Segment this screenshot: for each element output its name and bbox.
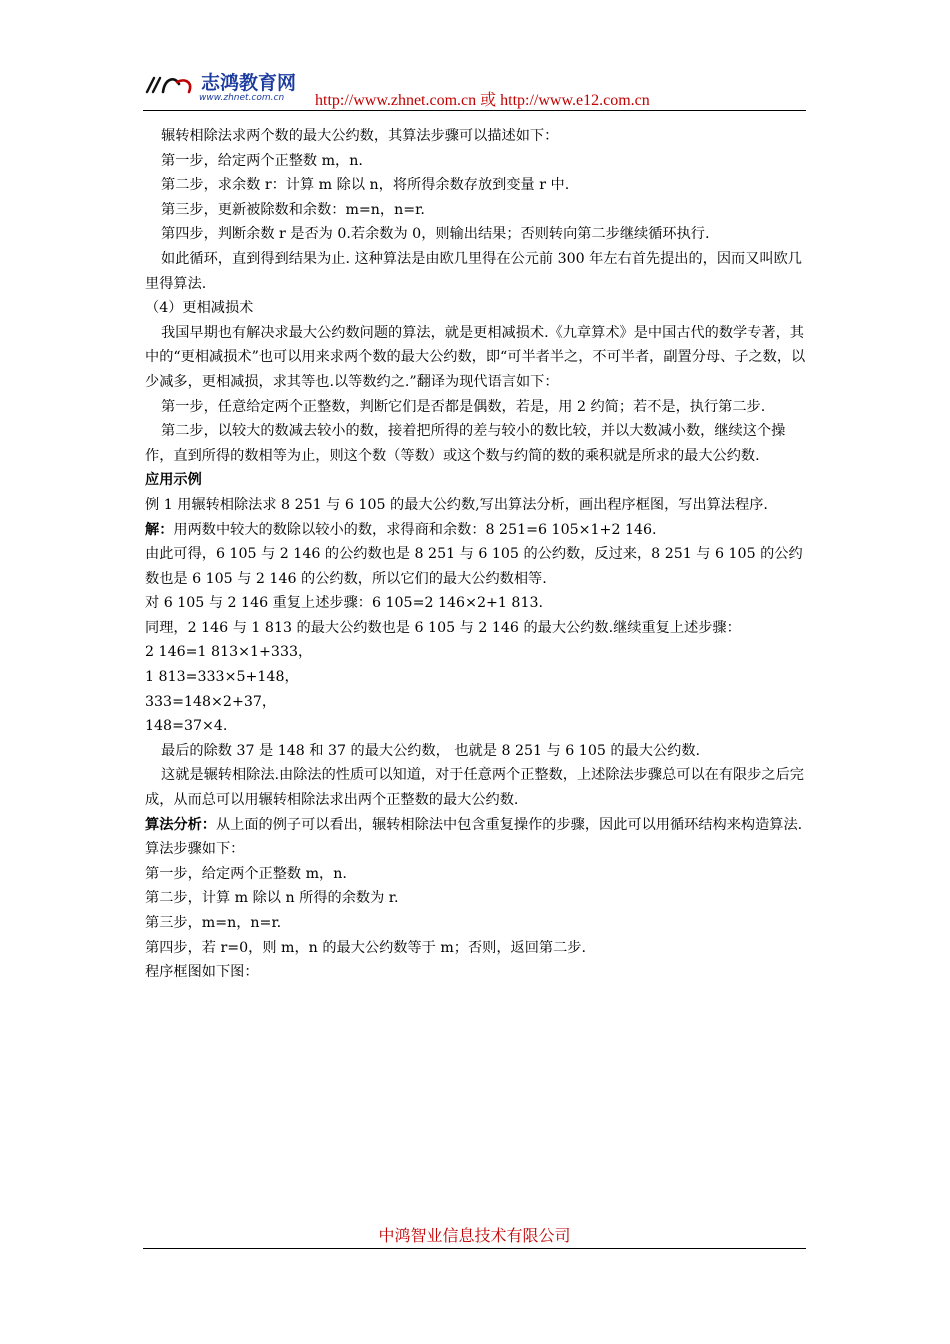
paragraph <box>145 518 807 543</box>
paragraph: 第三步，m=n，n=r. <box>145 915 282 931</box>
page-header <box>143 66 806 111</box>
paragraph: 如此循环，直到得到结果为止. 这种算法是由欧几里得在公元前 300 年左右首先提出的，因而又叫欧几里得算法. <box>145 250 802 292</box>
footer-company: 中鸿智业信息技术有限公司 <box>378 1226 571 1245</box>
analysis-label: 算法分析： <box>145 816 216 833</box>
solution-label: 解： <box>145 521 174 538</box>
paragraph: 第四步，判断余数 r 是否为 0.若余数为 0，则输出结果；否则转向第二步继续循环执行. <box>161 226 710 243</box>
header-links[interactable]: http://www.zhnet.com.cn 或 http://www.e12.com.cn <box>315 92 650 109</box>
equation-line: 333=148×2+37， <box>145 693 277 710</box>
paragraph: 第一步，给定两个正整数 m，n. <box>145 865 347 882</box>
paragraph: 程序框图如下图： <box>145 964 259 981</box>
analysis-text: 从上面的例子可以看出，辗转相除法中包含重复操作的步骤，因此可以用循环结构来构造算法. <box>215 816 803 833</box>
paragraph: 第三步，更新被除数和余数：m=n，n=r. <box>161 201 425 218</box>
paragraph: 同理，2 146 与 1 813 的最大公约数也是 6 105 与 2 146 的最大公约数.继续重复上述步骤： <box>145 619 741 636</box>
paragraph: 第二步，以较大的数减去较小的数，接着把所得的差与较小的数比较，并以大数减小数，继续这个操作，直到所得的数相等为止，则这个数（等数）或这个数与约简的数的乘积就是所求的最大公约数. <box>145 423 786 464</box>
paragraph: 对 6 105 与 2 146 重复上述步骤：6 105=2 146×2+1 813. <box>145 595 544 612</box>
example-statement: 例 1 用辗转相除法求 8 251 与 6 105 的最大公约数,写出算法分析，画出程序框图，写出算法程序. <box>145 496 768 513</box>
paragraph: 算法步骤如下： <box>145 841 245 858</box>
page-footer <box>143 1224 806 1249</box>
paragraph: 辗转相除法求两个数的最大公约数，其算法步骤可以描述如下： <box>161 128 559 144</box>
logo-mark-icon <box>145 72 199 98</box>
paragraph: 这就是辗转相除法.由除法的性质可以知道，对于任意两个正整数，上述除法步骤总可以在有限步之后完成，从而总可以用辗转相除法求出两个正整数的最大公约数. <box>145 767 804 809</box>
site-logo[interactable] <box>145 68 315 108</box>
paragraph: 最后的除数 37 是 148 和 37 的最大公约数， 也就是 8 251 与 6 105 的最大公约数. <box>161 742 701 759</box>
document-body <box>145 124 807 985</box>
paragraph: 第四步，若 r=0，则 m，n 的最大公约数等于 m；否则，返回第二步. <box>145 939 586 956</box>
equation-line: 2 146=1 813×1+333， <box>145 644 313 661</box>
paragraph: 第二步，求余数 r：计算 m 除以 n，将所得余数存放到变量 r 中. <box>161 177 570 194</box>
paragraph <box>145 813 807 838</box>
paragraph: 第一步，给定两个正整数 m，n. <box>161 152 363 169</box>
equation-line: 1 813=333×5+148， <box>145 669 299 686</box>
paragraph: 第一步，任意给定两个正整数，判断它们是否都是偶数，若是，用 2 约简；若不是，执行第二步. <box>161 398 766 415</box>
logo-name: 志鸿教育网 <box>201 72 297 94</box>
paragraph: 由此可得，6 105 与 2 146 的公约数也是 8 251 与 6 105 的公约数，反过来，8 251 与 6 105 的公约数也是 6 105 与 2 146 的公约数，所以它们的最大公约数相等. <box>145 546 803 587</box>
logo-url: www.zhnet.com.cn <box>199 93 285 103</box>
equation-line: 148=37×4. <box>145 718 228 735</box>
paragraph: 第二步，计算 m 除以 n 所得的余数为 r. <box>145 890 399 907</box>
solution-text: 用两数中较大的数除以较小的数，求得商和余数：8 251=6 105×1+2 146. <box>173 521 657 538</box>
paragraph: 我国早期也有解决求最大公约数问题的算法，就是更相减损术.《九章算术》是中国古代的数学专著，其中的“更相减损术”也可以用来求两个数的最大公约数，即“可半者半之，不可半者，副置分母、子之数，以少减多，更相减损，求其等也.以等数约之.”翻译为现代语言如下： <box>145 324 806 390</box>
section-heading: （4）更相减损术 <box>145 300 254 317</box>
section-heading: 应用示例 <box>145 472 202 489</box>
